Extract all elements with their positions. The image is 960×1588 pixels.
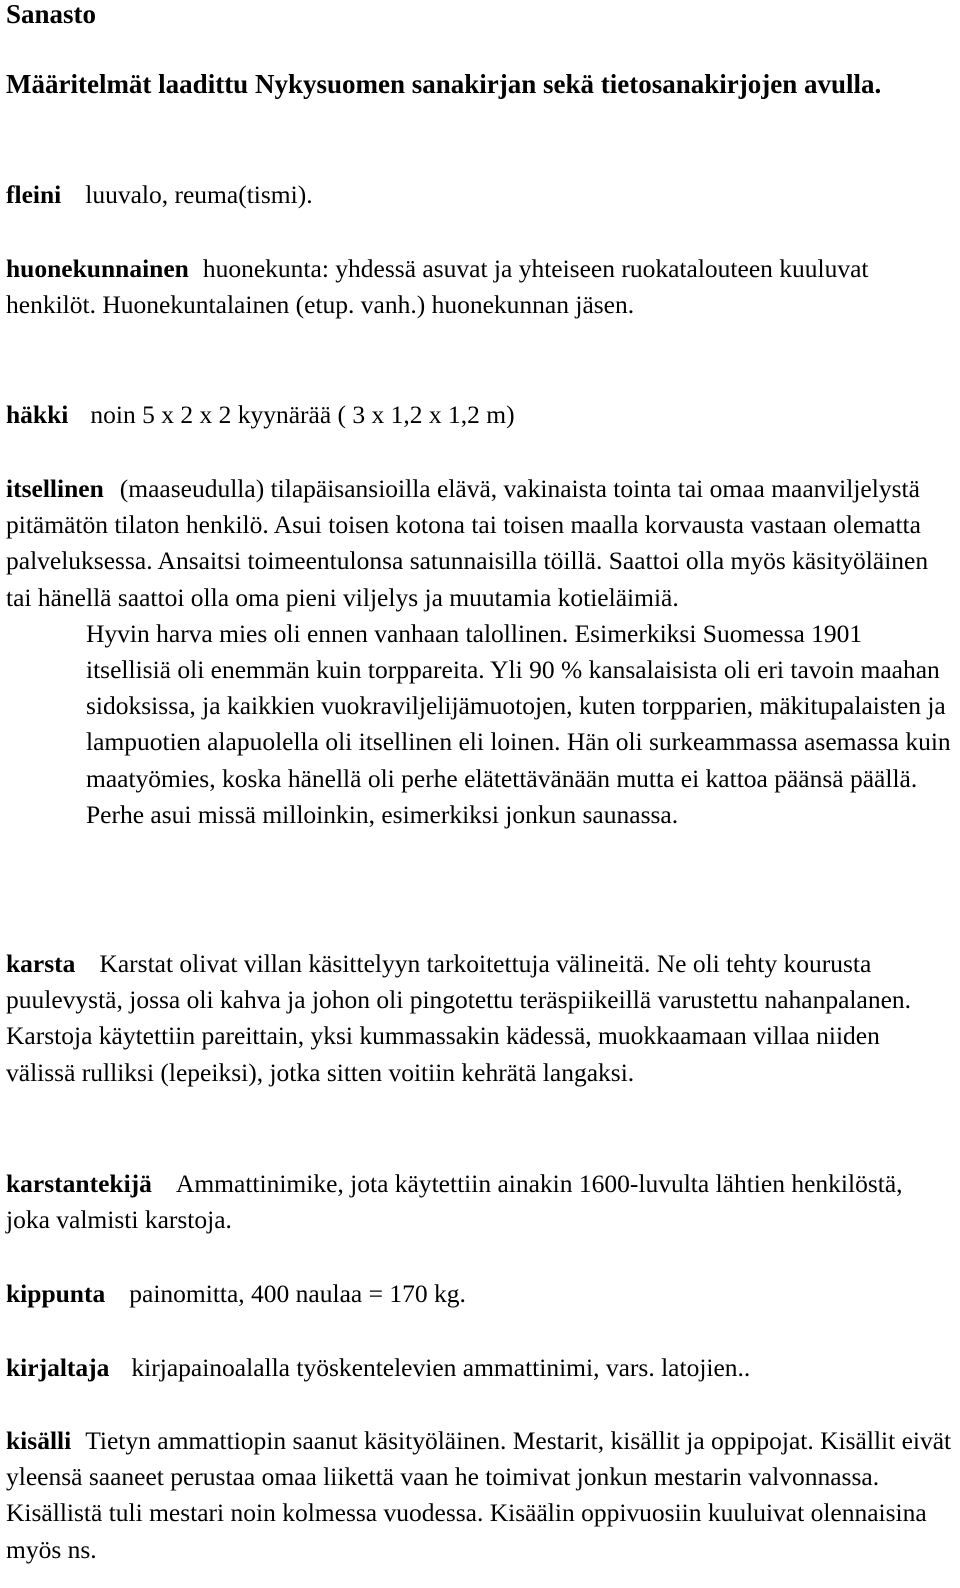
glossary-entry-fleini bbox=[6, 177, 952, 213]
entry-definition: huonekunta: yhdessä asuvat ja yhteiseen ruokatalouteen kuuluvat henkilöt. Huonekuntalainen (etup. vanh.) huonekunnan jäsen. bbox=[6, 254, 869, 320]
entry-term: karstantekijä bbox=[6, 1169, 152, 1198]
entry-term: kippunta bbox=[6, 1279, 106, 1308]
glossary-entry-karstantekija bbox=[6, 1166, 952, 1238]
entry-definition: (maaseudulla) tilapäisansioilla elävä, vakinaista tointa tai omaa maanviljelystä pitämätön tilaton henkilö. Asui toisen kotona tai toisen maalla korvausta vastaan olematta palveluksessa. Ansaitsi toimeentulonsa satunnaisilla töillä. Saattoi olla myös käsityöläinen tai hänellä saattoi olla oma pieni viljelys ja muutamia kotieläimiä. bbox=[6, 474, 929, 612]
entry-term: karsta bbox=[6, 949, 76, 978]
entry-term: kirjaltaja bbox=[6, 1353, 110, 1382]
glossary-entry-hakki bbox=[6, 397, 952, 433]
entry-term: huonekunnainen bbox=[6, 254, 189, 283]
entry-continuation: Hyvin harva mies oli ennen vanhaan talollinen. Esimerkiksi Suomessa 1901 itsellisiä oli enemmän kuin torppareita. Yli 90 % kansalaisista oli eri tavoin maahan sidoksissa, ja kaikkien vuokraviljelijämuotojen, kuten torpparien, mäkitupalaisten ja lampuotien alapuolella oli itsellinen eli loinen. Hän oli surkeammassa asemassa kuin maatyömies, koska hänellä oli perhe elätettävänään mutta ei kattoa päänsä päällä. Perhe asui missä milloinkin, esimerkiksi jonkun saunassa. bbox=[86, 618, 951, 829]
entry-term: häkki bbox=[6, 400, 69, 429]
entry-definition: luuvalo, reuma(tismi). bbox=[85, 180, 313, 209]
glossary-entry-huonekunnainen bbox=[6, 251, 952, 323]
glossary-entry-kisalli bbox=[6, 1423, 952, 1568]
glossary-entry-itsellinen bbox=[6, 471, 952, 833]
entry-definition: Ammattinimike, jota käytettiin ainakin 1600-luvulta lähtien henkilöstä, joka valmisti karstoja. bbox=[6, 1169, 903, 1235]
glossary-entry-karsta bbox=[6, 946, 952, 1091]
glossary-entry-kippunta bbox=[6, 1276, 952, 1312]
glossary-entry-kirjaltaja bbox=[6, 1350, 952, 1386]
entry-definition: noin 5 x 2 x 2 kyynärää ( 3 x 1,2 x 1,2 m) bbox=[90, 400, 515, 429]
entry-term: kisälli bbox=[6, 1426, 72, 1455]
entry-definition: kirjapainoalalla työskentelevien ammattinimi, vars. latojien.. bbox=[131, 1353, 751, 1382]
entry-definition: painomitta, 400 naulaa = 170 kg. bbox=[129, 1279, 466, 1308]
entry-term: itsellinen bbox=[6, 474, 104, 503]
entry-definition: Karstat olivat villan käsittelyyn tarkoitettuja välineitä. Ne oli tehty kourusta puulevystä, jossa oli kahva ja johon oli pingotettu teräspiikeillä varustettu nahanpalanen. Karstoja käytettiin pareittain, yksi kummassakin kädessä, muokkaamaan villaa niiden välissä rulliksi (lepeiksi), jotka sitten voitiin kehrätä langaksi. bbox=[6, 949, 912, 1087]
entry-term: fleini bbox=[6, 180, 62, 209]
page-title: Sanasto bbox=[6, 0, 97, 29]
entry-definition: Tietyn ammattiopin saanut käsityöläinen. Mestarit, kisällit ja oppipojat. Kisällit eivät yleensä saaneet perustaa omaa liikettä vaan he toimivat jonkun mestarin valvonnassa. Kisällistä tuli mestari noin kolmessa vuodessa. Kisäälin oppivuosiin kuuluivat olennaisina myös ns. bbox=[6, 1426, 952, 1564]
intro-text: Määritelmät laadittu Nykysuomen sanakirjan sekä tietosanakirjojen avulla. bbox=[6, 69, 882, 99]
